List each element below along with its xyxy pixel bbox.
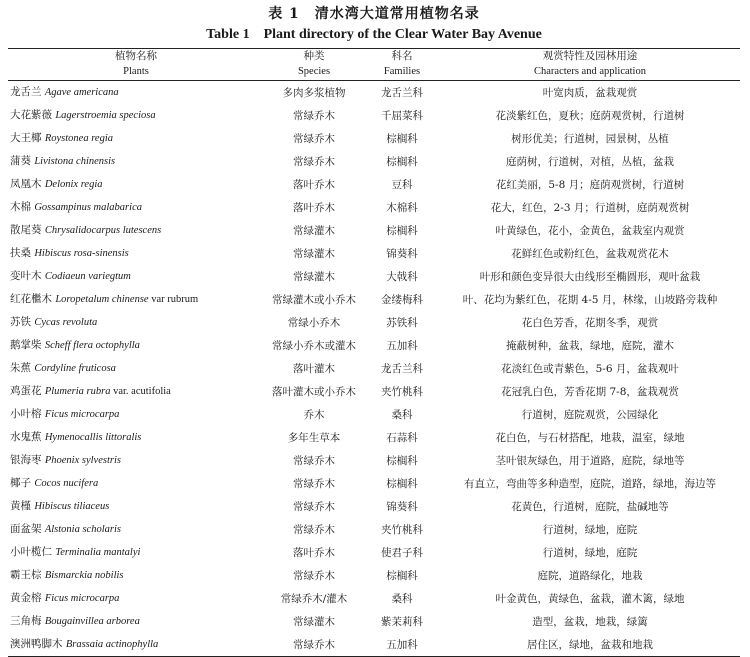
species-cell: 常绿乔木 bbox=[293, 155, 335, 168]
species-cell: 常绿乔木 bbox=[264, 633, 364, 657]
characters-cell: 花冠乳白色，芳香花期 7-8，盆栽观赏 bbox=[501, 385, 679, 398]
plant-cn-name: 朱蕉 bbox=[10, 362, 31, 374]
species-cell: 多肉多浆植物 bbox=[282, 86, 346, 99]
plant-latin-name: Plumeria rubra bbox=[44, 386, 111, 397]
characters-cell: 行道树，庭院观赏，公园绿化 bbox=[521, 408, 659, 421]
table-row bbox=[8, 633, 740, 657]
plant-latin-name: Phoenix sylvestris bbox=[44, 455, 121, 466]
plant-name-cell bbox=[8, 242, 264, 265]
table-row bbox=[8, 288, 740, 311]
plant-name-cell bbox=[8, 81, 264, 105]
table-row bbox=[8, 357, 740, 380]
family-cell: 棕榈科 bbox=[386, 224, 418, 237]
plant-latin-name: Cycas revoluta bbox=[34, 317, 98, 328]
species-cell: 落叶灌木或小乔木 bbox=[272, 385, 356, 398]
plant-cn-name: 澳洲鸭脚木 bbox=[10, 638, 63, 650]
plant-name-cell bbox=[8, 265, 264, 288]
plant-cn-name: 大王椰 bbox=[10, 132, 42, 144]
table-row bbox=[8, 311, 740, 334]
characters-cell: 花白色，与石材搭配，地栽，温室，绿地 bbox=[495, 431, 685, 444]
characters-cell: 花白色芳香，花期冬季，观赏 bbox=[521, 316, 659, 329]
species-cell: 常绿灌木 bbox=[293, 270, 335, 283]
family-cell: 棕榈科 bbox=[386, 569, 418, 582]
header-families-en: Families bbox=[364, 64, 440, 81]
family-cell: 龙舌兰科 bbox=[381, 86, 423, 99]
characters-cell: 花黄色，行道树，庭院，盐碱地等 bbox=[511, 500, 669, 513]
plant-latin-name: Agave americana bbox=[44, 87, 119, 98]
family-cell: 千屈菜科 bbox=[381, 109, 423, 122]
family-cell: 锦葵科 bbox=[386, 500, 418, 513]
plant-name-cell bbox=[8, 587, 264, 610]
characters-cell: 叶金黄色，黄绿色，盆栽，灌木篱，绿地 bbox=[495, 592, 685, 605]
plant-cn-name: 扶桑 bbox=[10, 247, 31, 259]
plant-name-cell bbox=[8, 610, 264, 633]
species-cell: 落叶乔木 bbox=[293, 201, 335, 214]
table-row bbox=[8, 449, 740, 472]
species-cell: 常绿乔木 bbox=[293, 523, 335, 536]
plant-latin-name: Gossampinus malabarica bbox=[34, 202, 142, 213]
plant-cn-name: 椰子 bbox=[10, 477, 31, 489]
plant-latin-name: Codiaeun variegtum bbox=[44, 271, 131, 282]
table-row bbox=[8, 541, 740, 564]
family-cell: 锦葵科 bbox=[386, 247, 418, 260]
table-row bbox=[8, 81, 740, 105]
plant-cn-name: 红花檵木 bbox=[10, 293, 52, 305]
plant-cn-name: 黄金榕 bbox=[10, 592, 42, 604]
species-cell: 常绿灌木 bbox=[293, 247, 335, 260]
plant-latin-name: Cordyline fruticosa bbox=[34, 363, 116, 374]
characters-cell: 有直立，弯曲等多种造型，庭院，道路，绿地，海边等 bbox=[464, 477, 716, 490]
plant-latin-name: Ficus microcarpa bbox=[44, 593, 120, 604]
plant-cn-name: 小叶榕 bbox=[10, 408, 42, 420]
characters-cell: 花淡红色或青紫色，5-6 月，盆栽观叶 bbox=[501, 362, 679, 375]
plant-name-cell bbox=[8, 633, 264, 657]
plant-name-cell bbox=[8, 541, 264, 564]
family-cell: 苏铁科 bbox=[386, 316, 418, 329]
table-row bbox=[8, 334, 740, 357]
plant-name-cell bbox=[8, 127, 264, 150]
plant-cn-name: 变叶木 bbox=[10, 270, 42, 282]
header-characters-cn: 观赏特性及园林用途 bbox=[440, 49, 740, 65]
family-cell: 棕榈科 bbox=[386, 155, 418, 168]
table-row bbox=[8, 265, 740, 288]
species-cell: 常绿小乔木或灌木 bbox=[272, 339, 356, 352]
plant-latin-name: Bismarckia nobilis bbox=[44, 570, 124, 581]
plant-name-cell bbox=[8, 518, 264, 541]
characters-cell: 叶形和颜色变异很大由线形至椭圆形，观叶盆栽 bbox=[479, 270, 701, 283]
plant-name-cell bbox=[8, 357, 264, 380]
family-cell: 五加科 bbox=[364, 633, 440, 657]
family-cell: 夹竹桃科 bbox=[381, 523, 423, 536]
family-cell: 桑科 bbox=[391, 592, 413, 605]
plant-latin-name: Hibiscus tiliaceus bbox=[34, 501, 110, 512]
table-container bbox=[8, 4, 740, 657]
plant-latin-name: Loropetalum chinense bbox=[55, 294, 149, 305]
table-body bbox=[8, 81, 740, 657]
table-row bbox=[8, 518, 740, 541]
characters-cell: 叶黄绿色，花小，金黄色，盆栽室内观赏 bbox=[495, 224, 685, 237]
plant-latin-name: Terminalia mantalyi bbox=[55, 547, 141, 558]
species-cell: 常绿乔木/灌木 bbox=[280, 592, 348, 605]
family-cell: 紫茉莉科 bbox=[381, 615, 423, 628]
plant-latin-name: Ficus microcarpa bbox=[44, 409, 120, 420]
header-families-cn: 科名 bbox=[364, 49, 440, 65]
family-cell: 龙舌兰科 bbox=[381, 362, 423, 375]
plant-latin-name: Lagerstroemia speciosa bbox=[55, 110, 156, 121]
characters-cell: 叶宽肉质，盆栽观赏 bbox=[542, 86, 638, 99]
family-cell: 棕榈科 bbox=[386, 132, 418, 145]
species-cell: 常绿灌木 bbox=[293, 615, 335, 628]
table-row bbox=[8, 564, 740, 587]
table-row bbox=[8, 104, 740, 127]
species-cell: 多年生草本 bbox=[287, 431, 341, 444]
species-cell: 常绿乔木 bbox=[293, 132, 335, 145]
family-cell: 大戟科 bbox=[386, 270, 418, 283]
species-cell: 常绿乔木 bbox=[293, 569, 335, 582]
header-row-cn bbox=[8, 49, 740, 65]
plant-cn-name: 鸡蛋花 bbox=[10, 385, 42, 397]
plant-name-cell bbox=[8, 219, 264, 242]
header-plants-cn: 植物名称 bbox=[8, 49, 264, 65]
plant-cn-name: 凤凰木 bbox=[10, 178, 42, 190]
plant-latin-name: Cocos nucifera bbox=[34, 478, 99, 489]
header-plants-en: Plants bbox=[8, 64, 264, 81]
plant-cn-name: 苏铁 bbox=[10, 316, 31, 328]
table-row bbox=[8, 219, 740, 242]
characters-cell: 造型，盆栽，地栽，绿篱 bbox=[532, 615, 648, 628]
plant-name-cell bbox=[8, 173, 264, 196]
family-cell: 木棉科 bbox=[386, 201, 418, 214]
species-cell: 落叶乔木 bbox=[293, 546, 335, 559]
family-cell: 棕榈科 bbox=[386, 477, 418, 490]
plant-latin-name: Bougainvillea arborea bbox=[44, 616, 140, 627]
table-row bbox=[8, 472, 740, 495]
plant-name-cell bbox=[8, 196, 264, 219]
plant-cn-name: 大花紫薇 bbox=[10, 109, 52, 121]
plant-cn-name: 黄槿 bbox=[10, 500, 31, 512]
table-row bbox=[8, 196, 740, 219]
table-row bbox=[8, 587, 740, 610]
plant-latin-name: Delonix regia bbox=[44, 179, 103, 190]
characters-cell: 花淡紫红色，夏秋；庭荫观赏树，行道树 bbox=[495, 109, 685, 122]
table-row bbox=[8, 403, 740, 426]
species-cell: 常绿灌木或小乔木 bbox=[272, 293, 356, 306]
header-characters-en: Characters and application bbox=[440, 64, 740, 81]
plant-name-cell bbox=[8, 403, 264, 426]
plant-name-cell bbox=[8, 104, 264, 127]
family-cell: 棕榈科 bbox=[386, 454, 418, 467]
plant-cn-name: 木棉 bbox=[10, 201, 31, 213]
family-cell: 夹竹桃科 bbox=[381, 385, 423, 398]
family-cell: 金缕梅科 bbox=[381, 293, 423, 306]
species-cell: 落叶灌木 bbox=[293, 362, 335, 375]
table-row bbox=[8, 127, 740, 150]
header-species-en: Species bbox=[264, 64, 364, 81]
table-row bbox=[8, 610, 740, 633]
characters-cell: 庭荫树，行道树，对植，丛植，盆栽 bbox=[506, 155, 674, 168]
table-row bbox=[8, 173, 740, 196]
plant-latin-name: Hibiscus rosa-sinensis bbox=[34, 248, 129, 259]
species-cell: 落叶乔木 bbox=[293, 178, 335, 191]
plant-latin-name: Hymenocallis littoralis bbox=[44, 432, 142, 443]
species-cell: 常绿乔木 bbox=[293, 477, 335, 490]
plant-cn-name: 蒲葵 bbox=[10, 155, 31, 167]
table-row bbox=[8, 380, 740, 403]
plant-cn-name: 鹅掌柴 bbox=[10, 339, 42, 351]
plant-cn-name: 小叶榄仁 bbox=[10, 546, 52, 558]
plant-name-cell bbox=[8, 288, 264, 311]
plant-name-cell bbox=[8, 495, 264, 518]
table-title-cn: 表 1 清水湾大道常用植物名录 bbox=[268, 6, 480, 22]
characters-cell: 茎叶银灰绿色，用于道路，庭院，绿地等 bbox=[495, 454, 685, 467]
table-row bbox=[8, 495, 740, 518]
table-row bbox=[8, 426, 740, 449]
plant-cn-name: 三角梅 bbox=[10, 615, 42, 627]
plant-variety: var rubrum bbox=[148, 294, 199, 305]
plant-latin-name: Alstonia scholaris bbox=[44, 524, 121, 535]
characters-cell: 行道树，绿地，庭院 bbox=[542, 523, 638, 536]
plant-name-cell bbox=[8, 472, 264, 495]
species-cell: 常绿灌木 bbox=[293, 224, 335, 237]
species-cell: 常绿乔木 bbox=[293, 454, 335, 467]
plant-directory-table bbox=[8, 48, 740, 657]
family-cell: 使君子科 bbox=[381, 546, 423, 559]
table-title-en: Table 1 Plant directory of the Clear Water Bay Avenue bbox=[206, 27, 542, 42]
plant-name-cell bbox=[8, 426, 264, 449]
plant-name-cell bbox=[8, 564, 264, 587]
table-row bbox=[8, 150, 740, 173]
family-cell: 石蒜科 bbox=[386, 431, 418, 444]
species-cell: 常绿乔木 bbox=[293, 500, 335, 513]
plant-name-cell bbox=[8, 334, 264, 357]
plant-cn-name: 水鬼蕉 bbox=[10, 431, 42, 443]
plant-latin-name: Roystonea regia bbox=[44, 133, 113, 144]
plant-cn-name: 霸王棕 bbox=[10, 569, 42, 581]
plant-name-cell bbox=[8, 380, 264, 403]
characters-cell: 花大，红色，2-3 月；行道树，庭荫观赏树 bbox=[490, 201, 690, 214]
characters-cell: 居住区，绿地，盆栽和地栽 bbox=[440, 633, 740, 657]
characters-cell: 叶、花均为紫红色，花期 4-5 月，林缘，山坡路旁栽种 bbox=[462, 293, 718, 306]
characters-cell: 掩蔽树种，盆栽，绿地，庭院，灌木 bbox=[506, 339, 674, 352]
header-species-cn: 种类 bbox=[264, 49, 364, 65]
characters-cell: 庭院，道路绿化，地栽 bbox=[537, 569, 643, 582]
characters-cell: 花红美丽，5-8 月；庭荫观赏树，行道树 bbox=[495, 178, 685, 191]
header-row-en bbox=[8, 64, 740, 81]
plant-name-cell bbox=[8, 311, 264, 334]
species-cell: 常绿小乔木 bbox=[287, 316, 341, 329]
plant-latin-name: Scheff flera octophylla bbox=[44, 340, 140, 351]
table-row bbox=[8, 242, 740, 265]
plant-cn-name: 面盆架 bbox=[10, 523, 42, 535]
plant-name-cell bbox=[8, 150, 264, 173]
plant-name-cell bbox=[8, 449, 264, 472]
plant-cn-name: 银海枣 bbox=[10, 454, 42, 466]
plant-latin-name: Livistona chinensis bbox=[34, 156, 116, 167]
plant-cn-name: 散尾葵 bbox=[10, 224, 42, 236]
plant-variety: var. acutifolia bbox=[110, 386, 171, 397]
characters-cell: 行道树，绿地，庭院 bbox=[542, 546, 638, 559]
plant-latin-name: Chrysalidocarpus lutescens bbox=[44, 225, 162, 236]
species-cell: 乔木 bbox=[303, 408, 325, 421]
characters-cell: 花鲜红色或粉红色，盆栽观赏花木 bbox=[511, 247, 669, 260]
plant-latin-name: Brassaia actinophylla bbox=[65, 639, 159, 650]
family-cell: 桑科 bbox=[391, 408, 413, 421]
species-cell: 常绿乔木 bbox=[293, 109, 335, 122]
family-cell: 五加科 bbox=[386, 339, 418, 352]
characters-cell: 树形优美；行道树，园景树，丛植 bbox=[511, 132, 669, 145]
family-cell: 豆科 bbox=[391, 178, 413, 191]
plant-cn-name: 龙舌兰 bbox=[10, 86, 42, 98]
